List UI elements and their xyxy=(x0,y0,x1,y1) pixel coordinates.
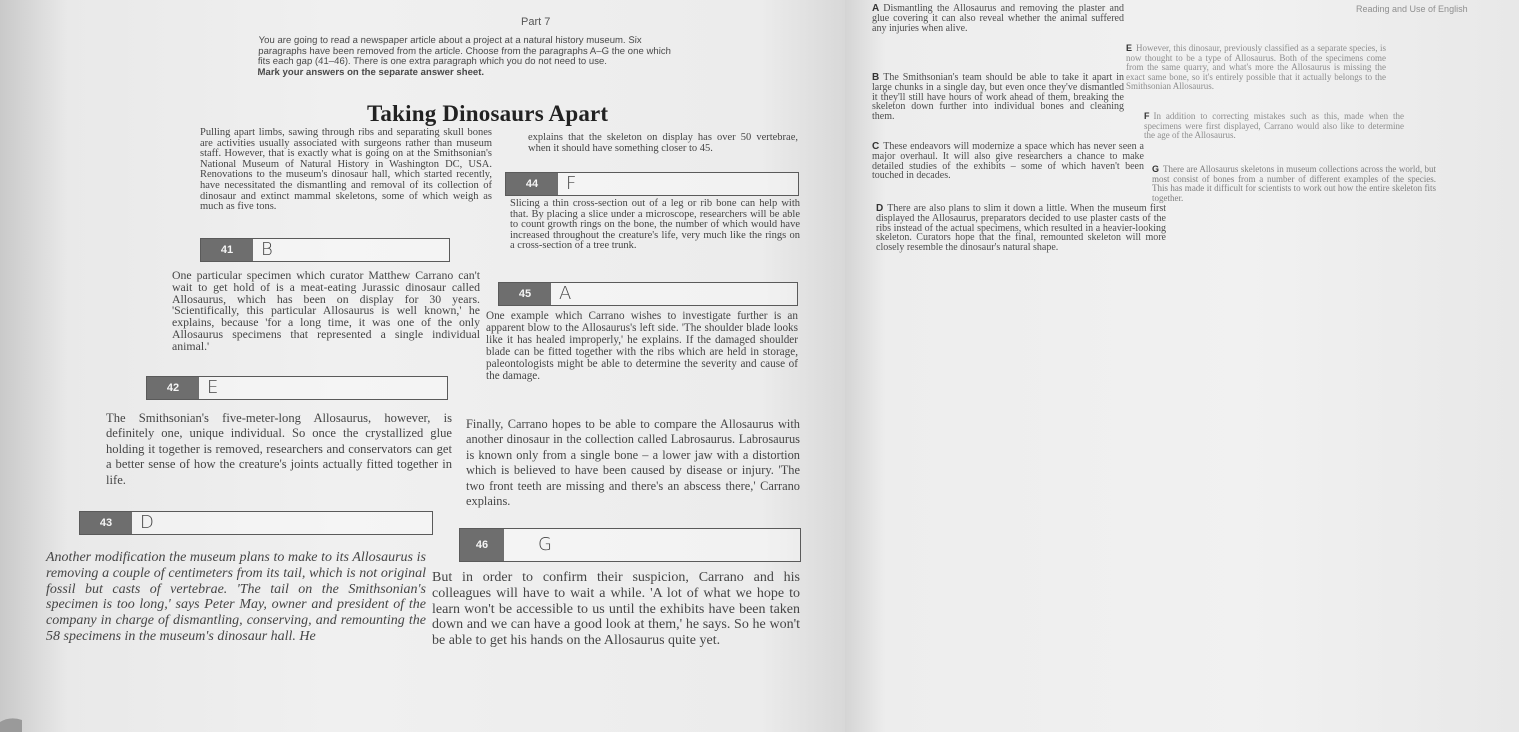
handwritten-answer: G xyxy=(538,534,552,555)
task-instructions: You are going to read a newspaper article about a project at a natural history museum. Six paragraphs have been removed from the article. Choose from the paragraphs A–G the one which fits each gap (41–46). There is one extra paragraph which you do not need to use. Mark your answers on the separate answer sheet. xyxy=(257,35,672,78)
gap-number: 46 xyxy=(460,529,504,561)
option-e: E However, this dinosaur, previously classified as a separate species, is now thought to be a type of Allosaurus. Both of the specimens come from the same quarry, and what's more the Allosaurus is missing the exact same bone, so it's entirely possible that it actually belongs to the Smithsonian Allosaurus. xyxy=(1126,43,1386,92)
handwritten-answer: A xyxy=(559,283,572,304)
gap-number: 43 xyxy=(80,512,132,534)
gap-43[interactable] xyxy=(79,511,433,535)
article-paragraph-5: explains that the skeleton on display has over 50 vertebrae, when it should have something closer to 45. xyxy=(528,132,798,154)
gap-46[interactable] xyxy=(459,528,801,562)
handwritten-answer: E xyxy=(207,377,219,398)
article-paragraph-8: Finally, Carrano hopes to be able to compare the Allosaurus with another dinosaur in the collection called Labrosaurus. Labrosaurus is known only from a single bone – a lower jaw with a distortion which is believed to have been caused by disease or injury. 'The two front teeth are missing and there's an abscess there,' Carrano explains. xyxy=(466,417,800,509)
article-paragraph-2: One particular specimen which curator Matthew Carrano can't wait to get hold of is a meat-eating Jurassic dinosaur called Allosaurus, which has been on display for 30 years. 'Scientifically, this particular Allosaurus is well known,' he explains, because 'for a long time, it was one of the only Allosaurus specimens that represented a single individual animal.' xyxy=(172,268,480,353)
article-paragraph-3: The Smithsonian's five-meter-long Allosaurus, however, is definitely one, unique individual. So once the crystallized glue holding it together is removed, researchers and conservators can get a better sense of how the creature's joints actually fitted together in life. xyxy=(106,411,452,487)
part-label: Part 7 xyxy=(521,16,551,28)
option-c: C These endeavors will modernize a space which has never seen a major overhaul. It will also give researchers a chance to make detailed studies of the exhibits – some of which haven't been touched in decades. xyxy=(872,141,1144,182)
gap-number: 42 xyxy=(147,377,199,399)
article-paragraph-4: Another modification the museum plans to make to its Allosaurus is removing a couple of centimeters from its tail, which is not original fossil but casts of vertebrae. 'The tail on the Smithsonian's specimen is too long,' says Peter May, owner and president of the company in charge of dismantling, conserving, and remounting the 58 specimens in the museum's dinosaur hall. He xyxy=(46,550,426,644)
option-f: F In addition to correcting mistakes such as this, made when the specimens were first displayed, Carrano would also like to determine the age of the Allosaurus. xyxy=(1144,111,1404,141)
gap-number: 41 xyxy=(201,239,253,261)
handwritten-answer: F xyxy=(566,173,577,194)
article-paragraph-6: Slicing a thin cross-section out of a leg or rib bone can help with that. By placing a slice under a microscope, researchers will be able to count growth rings on the bone, the number of which would have increased throughout the creature's life, very much like the rings on a cross-section of a tree trunk. xyxy=(510,198,800,252)
handwritten-answer: D xyxy=(140,512,154,533)
gap-45[interactable] xyxy=(498,282,798,306)
gap-44[interactable] xyxy=(505,172,799,196)
handwritten-answer: B xyxy=(261,239,273,260)
book-section-label: Reading and Use of English xyxy=(1356,4,1468,14)
option-b: B The Smithsonian's team should be able to take it apart in large chunks in a single day, but even once they've dismantled it they'll still have hours of work ahead of them, breaking the skeleton down further into individual bones and cleaning them. xyxy=(872,72,1124,123)
article-paragraph-1: Pulling apart limbs, sawing through ribs and separating skull bones are activities usually associated with surgeons rather than museum staff. However, that is exactly what is going on at the Smithsonian's National Museum of Natural History in Washington DC, USA. Renovations to the museum's dinosaur hall, which started recently, have necessitated the dismantling and removal of its collection of dinosaur and extinct mammal skeletons, some of which weigh as much as five tons. xyxy=(200,127,492,213)
option-a: A Dismantling the Allosaurus and removing the plaster and glue covering it can also reveal whether the animal suffered any injuries when alive. xyxy=(872,3,1124,34)
gap-42[interactable] xyxy=(146,376,448,400)
page-corner-curl-icon xyxy=(0,714,22,732)
article-title: Taking Dinosaurs Apart xyxy=(367,101,609,126)
option-g: G There are Allosaurus skeletons in museum collections across the world, but most consist of bones from a number of different examples of the species. This has made it difficult for scientists to work out how the entire skeleton fits together. xyxy=(1152,164,1436,203)
gap-number: 45 xyxy=(499,283,551,305)
gap-number: 44 xyxy=(506,173,558,195)
gap-41[interactable] xyxy=(200,238,450,262)
article-paragraph-9: But in order to confirm their suspicion, Carrano and his colleagues will have to wait a while. 'A lot of what we hope to learn won't be accessible to us until the exhibits have been taken down and we can have a good look at them,' he says. So he won't be able to get his hands on the Allosaurus quite yet. xyxy=(432,570,800,649)
option-d: D There are also plans to slim it down a little. When the museum first displayed the Allosaurus, preparators decided to use plaster casts of the ribs instead of the actual specimens, which resulted in a heavier-looking skeleton. Curators hope that the final, remounted skeleton will more closely resemble the dinosaur's natural shape. xyxy=(876,203,1166,254)
article-paragraph-7: One example which Carrano wishes to investigate further is an apparent blow to the Allosaurus's left side. 'The shoulder blade looks like it has healed improperly,' he explains. If the damaged shoulder blade can be fitted together with the ribs which are held in storage, paleontologists might be able to determine the severity and cause of the damage. xyxy=(486,310,798,382)
